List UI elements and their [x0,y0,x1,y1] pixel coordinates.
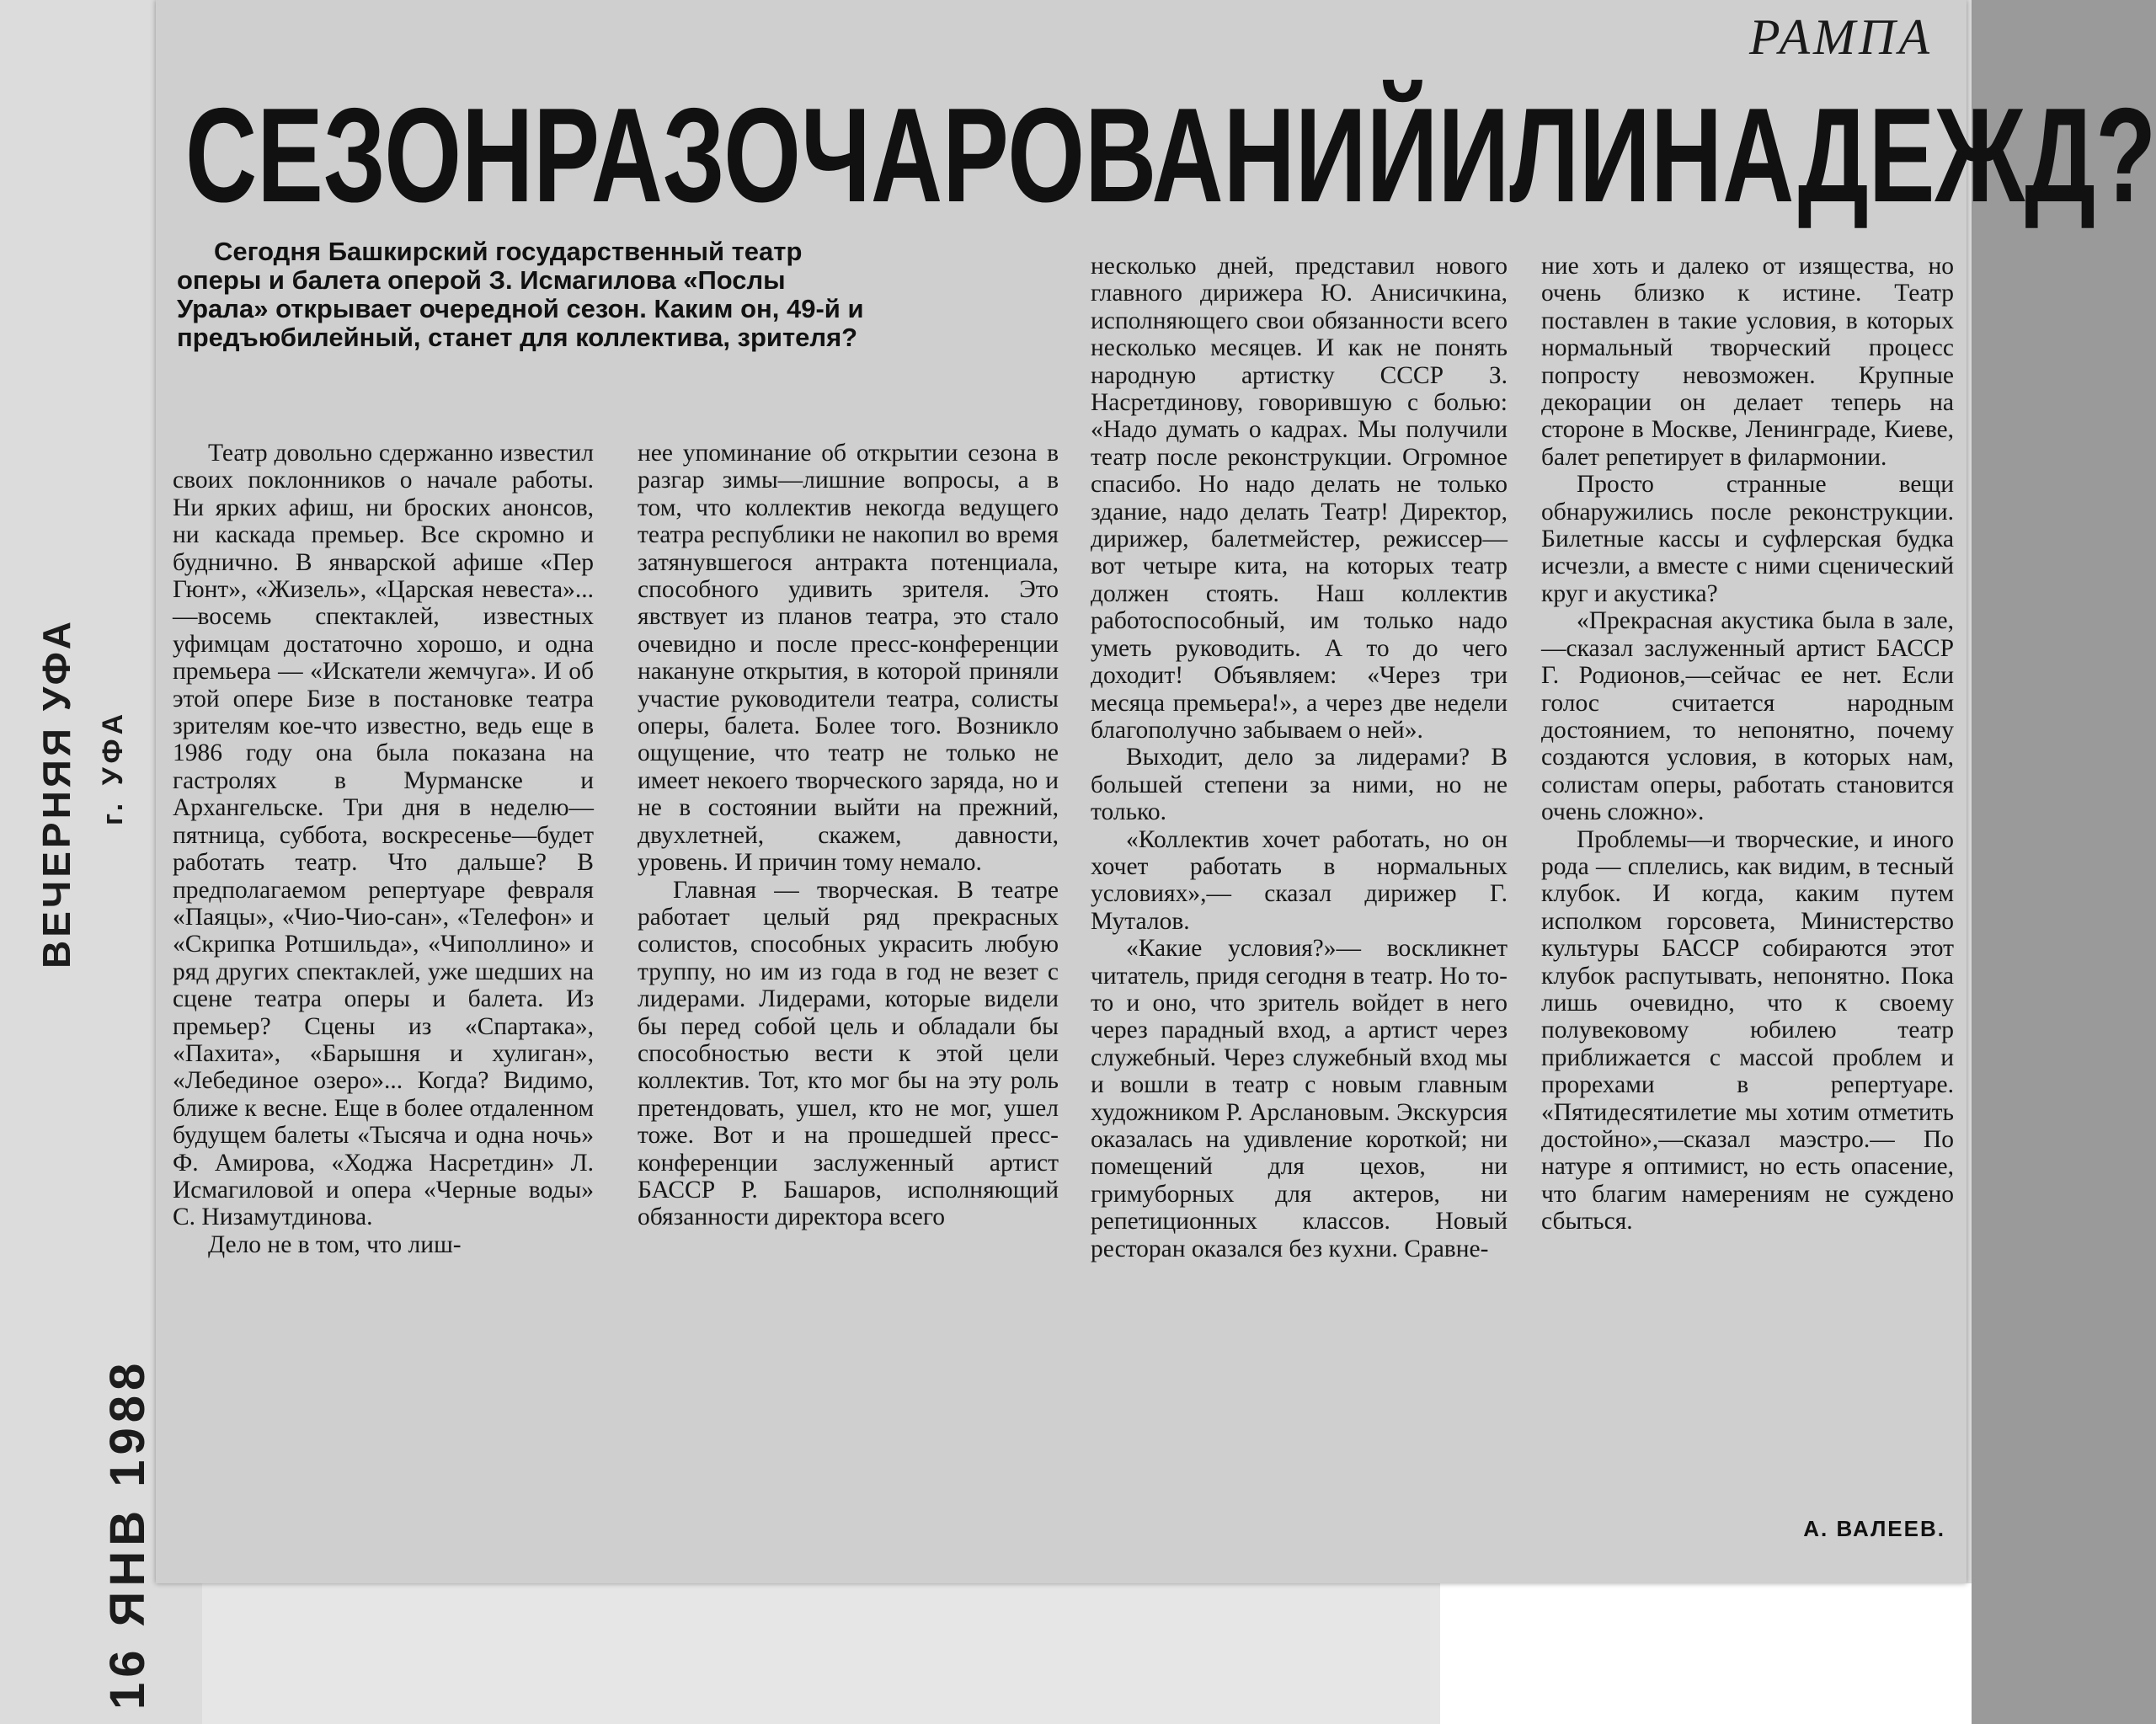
date-stamp: 16 ЯНВ 1988 [100,1358,155,1710]
article-column-4 [1541,253,1954,1236]
lead-paragraph: Сегодня Башкирский государственный театр оперы и балета оперой З. Исмагилова «Послы Урала» открывает очередной сезон. Каким он, 49-й и предъюбилейный, станет для коллектива, зрителя? [177,237,864,352]
paragraph: ние хоть и далеко от изящества, но очень близко к истине. Театр поставлен в такие условия, в которых нормальный творческий процесс попросту невозможен. Крупные декорации он делает теперь на стороне в Москве, Ленинграде, Киеве, балет репетирует в филармонии. [1541,253,1954,471]
card-margin [202,1583,1440,1724]
headline-word: РАЗОЧАРОВАНИЙ [533,80,1438,232]
headline-word: СЕЗОН [185,80,534,232]
paragraph: «Какие условия?»— воскликнет читатель, придя сегодня в театр. Но то-то и оно, что зритель войдет в него через парадный вход, а артист через служебный. Через служебный вход мы и вошли в театр с новым главным художником Р. Арслановым. Экскурсия оказалась на удивление короткой; ни помещений для цехов, ни гримуборных для актеров, ни репетиционных классов. Новый ресторан оказался без кухни. Сравне- [1091,935,1508,1262]
newspaper-stamp: ВЕЧЕРНЯЯ УФА [35,618,78,969]
headline-word: НАДЕЖД? [1650,80,2156,232]
rubric-label: РАМПА [1749,9,1933,65]
scan-background [1440,1583,1972,1724]
paragraph: Театр довольно сдержанно известил своих поклонников о начале работы. Ни ярких афиш, ни броских анонсов, ни каскада премьер. Все скромно и буднично. В январской афише «Пер Гюнт», «Жизель», «Царская невеста»...—восемь спектаклей, известных уфимцам достаточно хорошо, и одна премьера — «Искатели жемчуга». И об этой опере Бизе в постановке театра зрителям кое-что известно, ведь еще в 1986 году она была показана на гастролях в Мурманске и Архангельске. Три дня в неделю—пятница, суббота, воскресенье—будет работать театр. Что дальше? В предполагаемом репертуаре февраля «Паяцы», «Чио-Чио-сан», «Телефон» и «Скрипка Ротшильда», «Чиполлино» и ряд других спектаклей, уже шедших на сцене театра оперы и балета. Из премьер? Сцены из «Спартака», «Пахита», «Барышня и хулиган», «Лебединое озеро»... Когда? Видимо, ближе к весне. Еще в более отдаленном будущем балеты «Тысяча и одна ночь» Ф. Амирова, «Ходжа Насретдин» Л. Исмагиловой и опера «Черные воды» С. Низамутдинова. [173,440,594,1231]
article-column-1 [173,440,594,1258]
paragraph: «Прекрасная акустика была в зале,—сказал заслуженный артист БАССР Г. Родионов,—сейчас ее нет. Если голос считается народным достоянием, то непонятно, почему создаются условия, в которых нам, солистам оперы, работать становится очень сложно». [1541,607,1954,826]
newspaper-clipping [156,0,2156,1583]
paragraph: Главная — творческая. В театре работает целый ряд прекрасных солистов, способных украсить любую труппу, но им из года в год не везет с лидерами. Лидерами, которые видели бы перед собой цель и обладали бы способностью вести к этой цели коллектив. Тот, кто мог бы на эту роль претендовать, ушел, кто не мог, ушел тоже. Вот и на прошедшей пресс-конференции заслуженный артист БАССР Р. Башаров, исполняющий обязанности директора всего [638,876,1059,1231]
city-stamp: г. УФА [97,708,129,825]
headline-word: ИЛИ [1438,80,1651,232]
article-column-2 [638,440,1059,1231]
headline [185,71,2156,242]
paragraph: несколько дней, представил нового главного дирижера Ю. Анисичкина, исполняющего свои обязанности всего несколько месяцев. И как не понять народную артистку СССР З. Насретдинову, говорившую с болью: «Надо думать о кадрах. Мы получили театр после реконструкции. Огромное спасибо. Но надо делать не только здание, надо делать Театр! Директор, дирижер, балетмейстер, режиссер—вот четыре кита, на которых театр должен стоять. Наш коллектив работоспособный, им только надо уметь руководить. А то до чего доходит! Объявляем: «Через три месяца премьера!», а через две недели благополучно забываем о ней». [1091,253,1508,744]
paragraph: Дело не в том, что лиш- [208,1230,462,1258]
article-column-3 [1091,253,1508,1262]
paragraph: Выходит, дело за лидерами? В большей степени за ними, но не только. [1091,744,1508,826]
paragraph: Просто странные вещи обнаружились после реконструкции. Билетные кассы и суфлерская будка исчезли, а вместе с ними сценический круг и акустика? [1541,471,1954,607]
author-signature: А. ВАЛЕЕВ. [1803,1516,1945,1541]
paragraph: Проблемы—и творческие, и иного рода — сплелись, как видим, в тесный клубок. И когда, каким путем исполком горсовета, Министерство культуры БАССР собираются этот клубок распутывать, непонятно. Пока лишь очевидно, что к своему полувековому юбилею театр приближается с массой проблем и прорехами в репертуаре. «Пятидесятилетие мы хотим отметить достойно»,—сказал маэстро.— По натуре я оптимист, но есть опасение, что благим намерениям не суждено сбыться. [1541,825,1954,1236]
paragraph: «Коллектив хочет работать, но он хочет работать в нормальных условиях»,— сказал дирижер Г. Муталов. [1091,825,1508,935]
paragraph: нее упоминание об открытии сезона в разгар зимы—лишние вопросы, а в том, что коллектив некогда ведущего театра республики не накопил во время затянувшегося антракта потенциала, способного удивить зрителя. Это явствует из планов театра, это стало очевидно и после пресс-конференции накануне открытия, в которой приняли участие руководители театра, солисты оперы, балета. Более того. Возникло ощущение, что театр не только не имеет некоего творческого заряда, но и не в состоянии выйти на прежний, двухлетней, скажем, давности, уровень. И причин тому немало. [638,440,1059,877]
